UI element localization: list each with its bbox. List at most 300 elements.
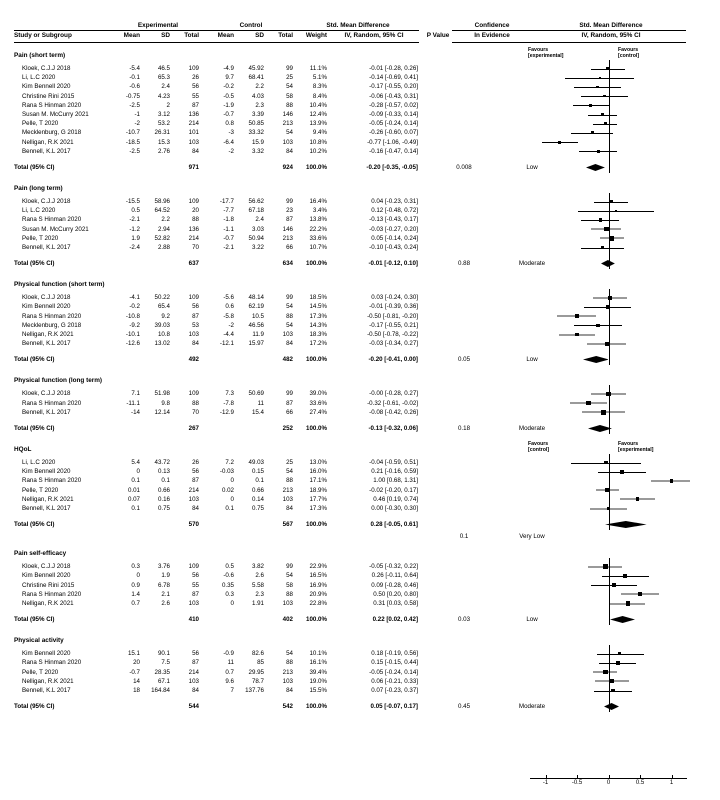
table-row[interactable] [0, 495, 720, 504]
control-sd: 0.1 [255, 477, 264, 485]
table-row[interactable] [0, 128, 720, 137]
total-row[interactable] [0, 355, 720, 364]
experimental-mean: -0.7 [129, 668, 140, 676]
total-row[interactable] [0, 259, 720, 268]
experimental-mean: -5.4 [129, 65, 140, 72]
study-name: Pelle, T 2020 [22, 120, 59, 128]
control-total: 103 [282, 677, 293, 685]
experimental-mean: -2 [134, 120, 140, 128]
experimental-sd: 2.88 [157, 244, 170, 251]
study-weight: 14.3% [309, 321, 327, 329]
control-mean: -0.5 [223, 92, 234, 100]
experimental-mean: -0.6 [129, 83, 140, 91]
total-effect-ci: 0.22 [0.02, 0.42] [372, 616, 418, 624]
study-weight: 8.4% [312, 92, 327, 100]
control-mean: -2.1 [223, 244, 234, 251]
study-effect-ci: 0.50 [0.20, 0.80] [373, 590, 418, 598]
control-total: 99 [286, 65, 293, 72]
total-weight: 100.0% [306, 521, 327, 529]
control-sd: 3.03 [251, 225, 264, 233]
total-weight: 100.0% [306, 164, 327, 171]
experimental-sd: 43.72 [154, 459, 170, 466]
experimental-total: 136 [188, 111, 199, 118]
experimental-total: 20 [192, 207, 199, 215]
study-effect-ci: -0.26 [-0.60, 0.07] [369, 129, 418, 137]
table-row[interactable] [0, 330, 720, 339]
table-row[interactable] [0, 458, 720, 467]
experimental-sd: 65.4 [157, 303, 170, 311]
experimental-total: 214 [188, 486, 199, 494]
total-control: 924 [282, 164, 293, 171]
study-weight: 13.9% [309, 120, 327, 128]
experimental-mean: 0.1 [131, 477, 140, 485]
experimental-mean: -1.2 [129, 225, 140, 233]
control-sd: 5.58 [251, 581, 264, 589]
total-row[interactable] [0, 520, 720, 529]
table-row[interactable] [0, 302, 720, 311]
experimental-total: 84 [192, 147, 199, 155]
experimental-sd: 0.75 [157, 505, 170, 512]
experimental-total: 56 [192, 650, 199, 658]
x-axis-tick [672, 775, 673, 778]
control-mean: 0.35 [221, 581, 234, 589]
study-effect-ci: -0.04 [-0.59, 0.51] [369, 459, 418, 466]
experimental-total: 87 [192, 659, 199, 667]
study-effect-ci: 0.05 [-0.14, 0.24] [371, 234, 418, 242]
experimental-total: 55 [192, 581, 199, 589]
confidence-rating: Very Low [519, 533, 545, 541]
study-effect-ci: -0.01 [-0.39, 0.36] [369, 303, 418, 311]
control-mean: 0.5 [225, 563, 234, 571]
experimental-sd: 4.23 [157, 92, 170, 100]
experimental-total: 88 [192, 216, 199, 224]
header-ctl-mean: Mean [217, 32, 234, 39]
control-mean: -7.7 [223, 207, 234, 215]
table-row[interactable] [0, 147, 720, 156]
total-weight: 100.0% [306, 356, 327, 364]
control-mean: 9.7 [225, 74, 234, 82]
header-exp-total: Total [184, 32, 199, 39]
control-sd: 46.56 [248, 321, 264, 329]
study-effect-ci: -0.03 [-0.34, 0.27] [369, 340, 418, 348]
study-name: Nelligan, R.K 2021 [22, 331, 74, 338]
table-row[interactable] [0, 293, 720, 302]
total-control: 252 [282, 425, 293, 432]
x-axis-tick-label: -1 [542, 780, 549, 786]
table-row[interactable] [0, 399, 720, 408]
control-sd: 2.3 [255, 101, 264, 109]
total-control: 634 [282, 260, 293, 268]
control-sd: 3.32 [251, 147, 264, 155]
study-effect-ci: -0.50 [-0.81, -0.20] [367, 312, 418, 320]
confidence-rating: Moderate [518, 425, 546, 432]
control-mean: -7.8 [223, 399, 234, 407]
study-weight: 18.3% [309, 331, 327, 338]
experimental-mean: -2.1 [129, 216, 140, 224]
experimental-mean: 0.1 [131, 505, 140, 512]
study-name: Bennell, K.L 2017 [22, 244, 71, 251]
control-sd: 67.18 [248, 207, 264, 215]
study-effect-ci: -0.05 [-0.32, 0.22] [369, 563, 418, 571]
total-experimental: 410 [188, 616, 199, 624]
control-sd: 50.69 [248, 390, 264, 398]
control-total: 54 [286, 468, 293, 476]
study-name: Bennell, K.L 2017 [22, 147, 71, 155]
total-experimental: 544 [188, 703, 199, 711]
study-effect-ci: -0.06 [-0.43, 0.31] [369, 92, 418, 100]
study-weight: 8.3% [312, 83, 327, 91]
study-name: Mecklenburg, G 2018 [22, 129, 82, 137]
total-row[interactable] [0, 615, 720, 624]
x-axis-tick [577, 775, 578, 778]
study-weight: 13.0% [309, 459, 327, 466]
study-weight: 27.4% [309, 408, 327, 416]
section-title: Physical activity [14, 637, 64, 645]
study-name: Rana S Hinman 2020 [22, 216, 82, 224]
table-row[interactable] [0, 668, 720, 677]
control-mean: -5.6 [223, 294, 234, 302]
control-total: 54 [286, 303, 293, 311]
study-weight: 10.1% [309, 650, 327, 658]
total-row[interactable] [0, 424, 720, 433]
section-title: Physical function (short term) [14, 281, 105, 289]
control-total: 87 [286, 216, 293, 224]
table-row[interactable] [0, 119, 720, 128]
control-sd: 68.41 [248, 74, 264, 82]
experimental-mean: -0.75 [125, 92, 140, 100]
study-effect-ci: -0.10 [-0.43, 0.24] [369, 244, 418, 251]
total-experimental: 267 [188, 425, 199, 432]
control-total: 99 [286, 294, 293, 302]
study-name: Kloek, C.J.J 2018 [22, 563, 71, 571]
experimental-total: 109 [188, 294, 199, 302]
experimental-sd: 90.1 [157, 650, 170, 658]
experimental-total: 70 [192, 408, 199, 416]
study-weight: 12.4% [309, 111, 327, 118]
study-weight: 17.7% [309, 495, 327, 503]
experimental-sd: 2.4 [161, 83, 170, 91]
control-mean: -3 [228, 129, 234, 137]
total-experimental: 492 [188, 356, 199, 364]
study-weight: 10.7% [309, 244, 327, 251]
study-name: Kloek, C.J.J 2018 [22, 294, 71, 302]
experimental-sd: 28.35 [154, 668, 170, 676]
experimental-total: 56 [192, 303, 199, 311]
study-name: Kim Bennell 2020 [22, 572, 71, 580]
total-effect-ci: 0.05 [-0.07, 0.17] [370, 703, 418, 711]
control-mean: 0.3 [225, 590, 234, 598]
table-row[interactable] [0, 82, 720, 91]
table-row[interactable] [0, 64, 720, 73]
experimental-sd: 39.03 [154, 321, 170, 329]
control-total: 88 [286, 312, 293, 320]
study-effect-ci: -0.08 [-0.42, 0.26] [369, 408, 418, 416]
total-label: Total (95% CI) [14, 356, 55, 364]
header-plot-line2: IV, Random, 95% CI [581, 32, 641, 39]
total-label: Total (95% CI) [14, 260, 55, 268]
total-control: 542 [282, 703, 293, 711]
control-total: 213 [282, 234, 293, 242]
p-value: 0.05 [457, 356, 471, 364]
control-sd: 15.97 [248, 340, 264, 348]
study-name: Nelligan, R.K 2021 [22, 600, 74, 607]
experimental-mean: 18 [133, 687, 140, 694]
experimental-mean: -9.2 [129, 321, 140, 329]
table-row[interactable] [0, 658, 720, 667]
table-row[interactable] [0, 686, 720, 695]
study-weight: 15.5% [309, 687, 327, 694]
experimental-total: 55 [192, 92, 199, 100]
control-sd: 3.82 [251, 563, 264, 571]
study-effect-ci: -0.17 [-0.55, 0.20] [369, 83, 418, 91]
study-name: Bennell, K.L 2017 [22, 505, 71, 512]
study-name: Nelligan, R.K 2021 [22, 495, 74, 503]
experimental-sd: 64.52 [154, 207, 170, 215]
experimental-total: 109 [188, 563, 199, 571]
control-total: 23 [286, 207, 293, 215]
control-mean: 0.02 [221, 486, 234, 494]
experimental-total: 103 [188, 600, 199, 607]
study-name: Pelle, T 2020 [22, 486, 59, 494]
control-total: 88 [286, 477, 293, 485]
total-row[interactable] [0, 163, 720, 172]
study-weight: 16.0% [309, 468, 327, 476]
experimental-sd: 6.78 [157, 581, 170, 589]
control-mean: 7 [230, 687, 234, 694]
control-sd: 2.2 [255, 83, 264, 91]
header-group-smd: Std. Mean Difference [326, 22, 390, 29]
experimental-mean: -0.1 [129, 74, 140, 82]
control-mean: -12.1 [219, 340, 234, 348]
table-row[interactable] [0, 138, 720, 147]
total-effect-ci: -0.01 [-0.12, 0.10] [368, 260, 418, 268]
header-pvalue: P Value [426, 32, 450, 39]
control-mean: -0.03 [219, 468, 234, 476]
control-sd: 49.03 [248, 459, 264, 466]
study-effect-ci: -0.14 [-0.69, 0.41] [369, 74, 418, 82]
study-weight: 33.6% [309, 234, 327, 242]
table-row[interactable] [0, 504, 720, 513]
study-weight: 16.5% [309, 572, 327, 580]
study-weight: 16.9% [309, 581, 327, 589]
experimental-sd: 7.5 [161, 659, 170, 667]
p-value: 0.03 [457, 616, 471, 624]
control-total: 84 [286, 147, 293, 155]
table-row[interactable] [0, 599, 720, 608]
total-row[interactable] [0, 702, 720, 711]
section-title: Pain self-efficacy [14, 550, 67, 558]
table-row[interactable] [0, 677, 720, 686]
table-row[interactable] [0, 243, 720, 252]
study-effect-ci: 0.21 [-0.16, 0.59] [371, 468, 418, 476]
study-weight: 18.5% [309, 294, 327, 302]
study-effect-ci: -0.77 [-1.06, -0.49] [367, 138, 418, 146]
control-mean: -6.4 [223, 138, 234, 146]
control-mean: -1.9 [223, 101, 234, 109]
table-row[interactable] [0, 467, 720, 476]
experimental-mean: -0.2 [129, 303, 140, 311]
table-row[interactable] [0, 92, 720, 101]
table-row[interactable] [0, 321, 720, 330]
study-effect-ci: -0.16 [-0.47, 0.14] [369, 147, 418, 155]
study-weight: 18.9% [309, 486, 327, 494]
control-mean: -0.7 [223, 234, 234, 242]
table-row[interactable] [0, 197, 720, 206]
experimental-total: 84 [192, 505, 199, 512]
control-total: 103 [282, 600, 293, 607]
experimental-mean: 14 [133, 677, 140, 685]
control-mean: 0.1 [225, 505, 234, 512]
experimental-mean: 0 [136, 468, 140, 476]
table-row[interactable] [0, 562, 720, 571]
control-sd: 62.19 [248, 303, 264, 311]
study-effect-ci: 1.00 [0.68, 1.31] [373, 477, 418, 485]
table-row[interactable] [0, 215, 720, 224]
p-value: 0.1 [459, 533, 469, 541]
experimental-sd: 12.14 [154, 408, 170, 416]
header-rule-top [14, 30, 419, 31]
x-axis-tick [640, 775, 641, 778]
study-weight: 14.5% [309, 303, 327, 311]
control-mean: -2 [228, 321, 234, 329]
table-row[interactable] [0, 225, 720, 234]
experimental-mean: -1 [134, 111, 140, 118]
experimental-sd: 164.84 [151, 687, 170, 694]
table-row[interactable] [0, 486, 720, 495]
study-name: Kloek, C.J.J 2018 [22, 390, 71, 398]
control-sd: 1.91 [251, 600, 264, 607]
table-row[interactable] [0, 389, 720, 398]
experimental-mean: 0.5 [131, 207, 140, 215]
study-name: Li, L.C 2020 [22, 74, 56, 82]
control-total: 146 [282, 111, 293, 118]
experimental-total: 88 [192, 399, 199, 407]
control-sd: 0.14 [251, 495, 264, 503]
experimental-mean: 0.07 [127, 495, 140, 503]
table-row[interactable] [0, 408, 720, 417]
study-name: Rana S Hinman 2020 [22, 477, 82, 485]
x-axis-line [530, 778, 688, 779]
study-effect-ci: -0.50 [-0.78, -0.22] [367, 331, 418, 338]
control-total: 213 [282, 120, 293, 128]
header-group-control: Control [239, 22, 263, 29]
control-sd: 2.3 [255, 590, 264, 598]
total-effect-ci: -0.20 [-0.35, -0.05] [366, 164, 418, 171]
study-name: Susan M. McCurry 2021 [22, 111, 89, 118]
control-total: 88 [286, 101, 293, 109]
table-row[interactable] [0, 206, 720, 215]
study-effect-ci: -0.17 [-0.55, 0.21] [369, 321, 418, 329]
experimental-sd: 46.5 [157, 65, 170, 72]
study-name: Kloek, C.J.J 2018 [22, 65, 71, 72]
experimental-mean: 1.4 [131, 590, 140, 598]
table-row[interactable] [0, 110, 720, 119]
experimental-total: 26 [192, 459, 199, 466]
study-name: Bennell, K.L 2017 [22, 340, 71, 348]
study-name: Rana S Hinman 2020 [22, 312, 82, 320]
table-row[interactable] [0, 339, 720, 348]
table-row[interactable] [0, 476, 720, 485]
experimental-total: 53 [192, 321, 199, 329]
experimental-total: 214 [188, 668, 199, 676]
favours-label-right: Favours [control] [618, 47, 640, 59]
confidence-rating: Low [526, 356, 538, 364]
control-total: 54 [286, 83, 293, 91]
experimental-total: 56 [192, 468, 199, 476]
study-weight: 20.9% [309, 590, 327, 598]
section-title: Pain (long term) [14, 185, 63, 192]
table-row[interactable] [0, 101, 720, 110]
confidence-rating: Moderate [518, 260, 546, 268]
experimental-mean: -14 [131, 408, 140, 416]
study-effect-ci: -0.00 [-0.28, 0.27] [369, 390, 418, 398]
experimental-total: 56 [192, 83, 199, 91]
control-sd: 2.6 [255, 572, 264, 580]
control-total: 103 [282, 138, 293, 146]
total-weight: 100.0% [306, 703, 327, 711]
table-row[interactable] [0, 571, 720, 580]
control-total: 84 [286, 505, 293, 512]
control-mean: 9.6 [225, 677, 234, 685]
experimental-sd: 51.98 [154, 390, 170, 398]
header-exp-mean: Mean [123, 32, 140, 39]
experimental-total: 84 [192, 687, 199, 694]
experimental-sd: 0.13 [157, 468, 170, 476]
total-label: Total (95% CI) [14, 703, 55, 711]
experimental-sd: 0.1 [161, 477, 170, 485]
experimental-mean: -2.4 [129, 244, 140, 251]
x-axis-tick-label: 0.5 [635, 780, 645, 786]
experimental-sd: 0.66 [157, 486, 170, 494]
control-sd: 10.5 [251, 312, 264, 320]
control-total: 87 [286, 399, 293, 407]
table-row[interactable] [0, 649, 720, 658]
total-weight: 100.0% [306, 425, 327, 432]
study-effect-ci: 0.00 [-0.30, 0.30] [371, 505, 418, 512]
study-weight: 17.2% [309, 340, 327, 348]
total-label: Total (95% CI) [14, 164, 55, 171]
study-weight: 17.3% [309, 312, 327, 320]
study-weight: 22.8% [309, 600, 327, 607]
control-mean: 0.6 [225, 303, 234, 311]
study-effect-ci: -0.03 [-0.27, 0.20] [369, 225, 418, 233]
control-sd: 78.7 [251, 677, 264, 685]
study-name: Kim Bennell 2020 [22, 650, 71, 658]
study-effect-ci: -0.13 [-0.43, 0.17] [369, 216, 418, 224]
study-name: Nelligan, R.K 2021 [22, 677, 74, 685]
experimental-mean: -18.5 [125, 138, 140, 146]
experimental-total: 109 [188, 65, 199, 72]
table-row[interactable] [0, 590, 720, 599]
experimental-sd: 26.31 [154, 129, 170, 137]
study-effect-ci: 0.04 [-0.23, 0.31] [371, 198, 418, 205]
study-name: Rana S Hinman 2020 [22, 590, 82, 598]
experimental-sd: 9.8 [161, 399, 170, 407]
experimental-sd: 65.3 [157, 74, 170, 82]
table-row[interactable] [0, 234, 720, 243]
control-sd: 0.15 [251, 468, 264, 476]
study-effect-ci: 0.09 [-0.28, 0.46] [371, 581, 418, 589]
experimental-total: 70 [192, 244, 199, 251]
total-control: 402 [282, 616, 293, 624]
table-row[interactable] [0, 312, 720, 321]
p-value: 0.88 [457, 260, 471, 268]
x-axis-tick [609, 775, 610, 778]
table-row[interactable] [0, 581, 720, 590]
favours-label-right: Favours [experimental] [618, 441, 654, 453]
table-row[interactable] [0, 73, 720, 82]
section-title: HQoL [14, 446, 32, 453]
